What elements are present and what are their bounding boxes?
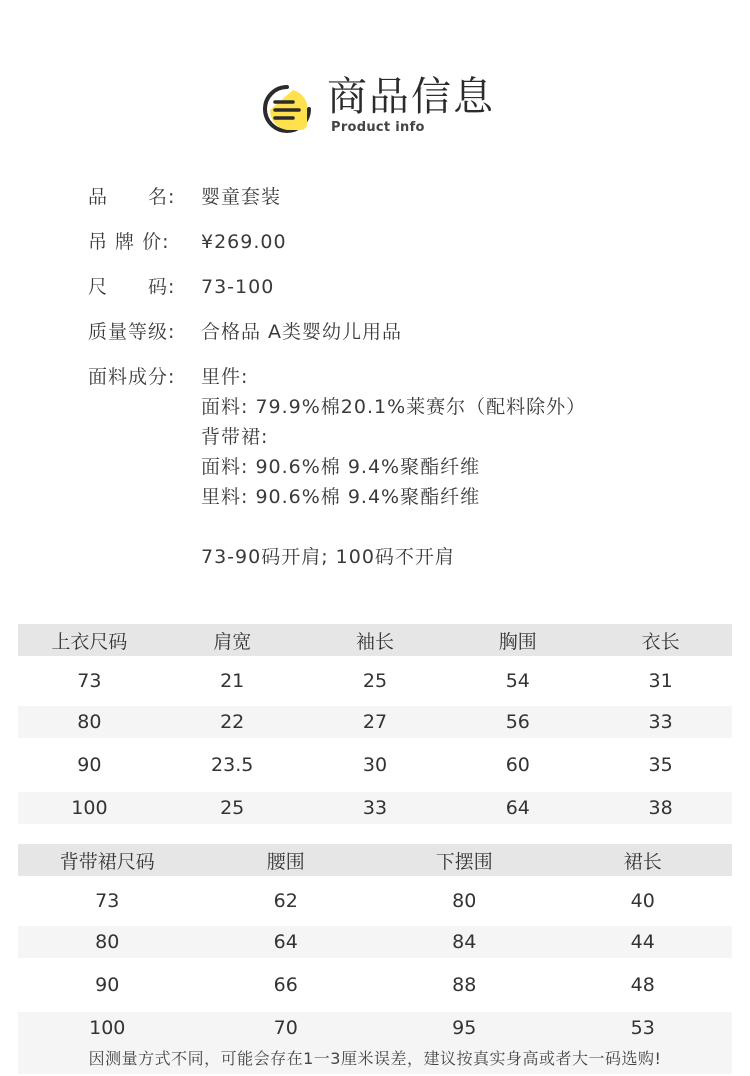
table-cell: 73 [95,890,120,912]
table-cell: 33 [362,797,388,819]
table-cell: 22 [220,711,245,733]
table-header-cell: 衣长 [641,630,680,653]
table-cell: 90 [95,974,120,996]
info-value: 里料: 90.6%棉 9.4%聚酯纤维 [201,486,481,508]
table-cell: 90 [77,754,102,776]
info-value: 婴童套装 [201,186,282,208]
table-header-cell: 袖长 [355,630,394,653]
info-label: 面料成分: [88,366,176,388]
info-label: 吊 牌 价: [88,231,170,253]
info-value: 面料: 79.9%棉20.1%莱赛尔（配料除外） [201,396,587,418]
info-label: 质量等级: [88,321,176,343]
product-info-list [88,182,728,572]
table-header-row [18,844,732,876]
table-row [18,706,732,738]
table-header-cell: 肩宽 [213,630,252,653]
note-lines-icon [262,84,312,134]
page-subtitle: Product info [331,120,425,135]
table-cell: 54 [505,670,530,692]
table-header-cell: 背带裙尺码 [59,850,155,873]
table-cell: 62 [273,890,298,912]
table-row [18,885,732,917]
table-row [18,792,732,824]
table-cell: 33 [648,711,673,733]
table-cell: 56 [505,711,530,733]
table-cell: 25 [220,797,245,819]
table-row [18,926,732,958]
info-row-fabric [88,362,728,572]
info-label: 品 名: [88,186,176,208]
table-cell: 48 [630,974,655,996]
info-row-price [88,227,728,257]
measurement-note: 因测量方式不同，可能会存在1一3厘米误差，建议按真实身高或者大一码选购! [18,1044,732,1074]
table-cell: 38 [648,797,673,819]
top-size-table [18,624,732,824]
table-cell: 60 [505,754,530,776]
table-header-cell: 胸围 [498,630,537,653]
table-cell: 100 [89,1017,126,1039]
table-cell: 64 [505,797,530,819]
info-value: 面料: 90.6%棉 9.4%聚酯纤维 [201,456,481,478]
section-header [0,62,750,142]
skirt-size-table [18,844,732,1044]
table-cell: 80 [452,890,477,912]
table-header-row [18,624,732,656]
table-cell: 53 [630,1017,655,1039]
table-row [18,665,732,697]
info-value: 里件: [201,366,249,388]
table-cell: 40 [630,890,655,912]
info-value [201,512,728,542]
info-value: 合格品 A类婴幼儿用品 [201,321,403,343]
table-cell: 80 [95,931,120,953]
table-header-cell: 上衣尺码 [51,630,128,653]
table-cell: 30 [362,754,388,776]
info-row-grade [88,317,728,347]
table-row [18,969,732,1001]
info-label: 尺 码: [88,276,176,298]
table-row [18,1012,732,1044]
table-header-cell: 裙长 [623,850,662,873]
table-cell: 44 [630,931,655,953]
table-cell: 73 [77,670,102,692]
info-value: 73-100 [201,276,275,298]
table-cell: 64 [273,931,298,953]
table-cell: 88 [452,974,477,996]
table-cell: 66 [273,974,298,996]
info-value: 73-90码开肩; 100码不开肩 [201,546,455,568]
info-row-size [88,272,728,302]
table-header-cell: 腰围 [266,850,305,873]
table-header-cell: 下摆围 [435,850,493,873]
table-cell: 21 [220,670,245,692]
table-row [18,749,732,781]
table-cell: 23.5 [211,754,254,776]
table-cell: 35 [648,754,673,776]
table-cell: 31 [648,670,673,692]
table-cell: 25 [362,670,388,692]
table-cell: 95 [452,1017,477,1039]
info-value: ¥269.00 [201,231,287,253]
table-cell: 100 [71,797,108,819]
table-cell: 80 [77,711,102,733]
page-title: 商品信息 [327,74,495,120]
table-cell: 70 [273,1017,298,1039]
info-value: 背带裙: [201,426,269,448]
table-cell: 84 [452,931,477,953]
table-cell: 27 [362,711,388,733]
info-row-name [88,182,728,212]
